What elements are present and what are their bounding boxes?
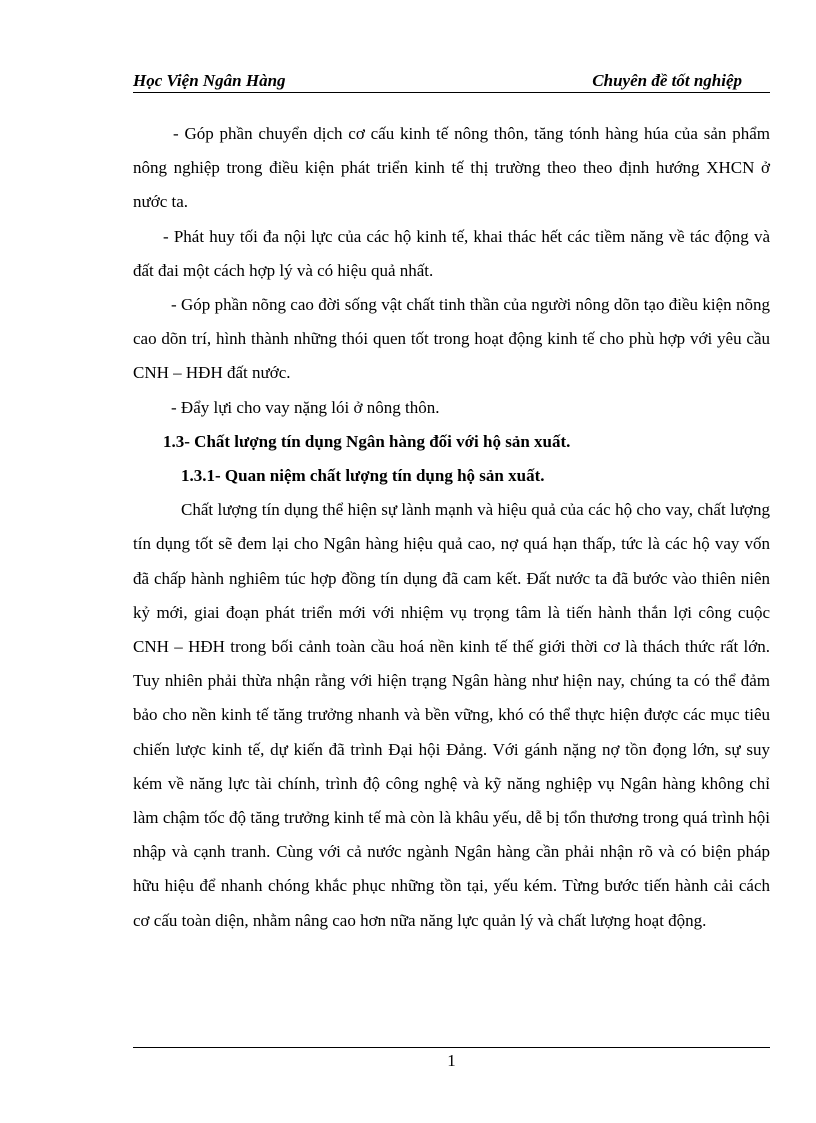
subsection-heading: 1.3.1- Quan niệm chất lượng tín dụng hộ sản xuất. xyxy=(181,466,545,486)
document-body xyxy=(133,117,770,938)
paragraph-internal-resources: - Phát huy tối đa nội lực của các hộ kinh tế, khai thác hết các tiềm năng về tác động và đất đai một cách hợp lý và có hiệu quả nhất. xyxy=(133,226,770,280)
page-number: 1 xyxy=(447,1051,456,1070)
paragraph-usury: - Đẩy lựi cho vay nặng lói ở nông thôn. xyxy=(171,397,440,417)
section-heading: 1.3- Chất lượng tín dụng Ngân hàng đối với hộ sản xuất. xyxy=(163,431,571,451)
page-header xyxy=(133,70,770,93)
footer-divider xyxy=(133,1047,770,1048)
paragraph-living-standards: - Góp phần nõng cao đời sống vật chất tinh thần của người nông dõn tạo điều kiện nõng cao dõn trí, hình thành những thói quen tốt trong hoạt động kinh tế cho phù hợp với yêu cầu CNH – HĐH đất nước. xyxy=(133,295,770,383)
header-document-type: Chuyên đề tốt nghiệp xyxy=(592,71,742,90)
paragraph-credit-quality: Chất lượng tín dụng thể hiện sự lành mạnh và hiệu quả của các hộ cho vay, chất lượng tín dụng tốt sẽ đem lại cho Ngân hàng hiệu quả cao, nợ quá hạn thấp, tức là các hộ vay vốn đã chấp hành nghiêm túc hợp đồng tín dụng đã cam kết. Đất nước ta đã bước vào thiên niên kỷ mới, giai đoạn phát triển mới với nhiệm vụ trọng tâm là tiến hành thắn lợi công cuộc CNH – HĐH trong bối cảnh toàn cầu hoá nền kinh tế thế giới thời cơ là thách thức rất lớn. Tuy nhiên phải thừa nhận rằng với hiện trạng Ngân hàng như hiện nay, chúng ta có thể đảm bảo cho nền kinh tế tăng trưởng nhanh và bền vững, khó có thể thực hiện được các mục tiêu chiến lược kinh tế, dự kiến đã trình Đại hội Đảng. Với gánh nặng nợ tồn đọng lớn, sự suy kém về năng lực tài chính, trình độ công nghệ và kỹ năng nghiệp vụ Ngân hàng không chỉ làm chậm tốc độ tăng trưởng kinh tế mà còn là khâu yếu, dễ bị tổn thương trong quá trình hội nhập và cạnh tranh. Cùng với cả nước ngành Ngân hàng cần phải nhận rõ và có biện pháp hữu hiệu để nhanh chóng khắc phục những tồn tại, yếu kém. Từng bước tiến hành cải cách cơ cấu toàn diện, nhằm nâng cao hơn nữa năng lực quản lý và chất lượng hoạt động. xyxy=(133,500,770,930)
header-institution: Học Viện Ngân Hàng xyxy=(133,71,286,90)
paragraph-rural-restructuring: - Góp phần chuyển dịch cơ cấu kinh tế nông thôn, tăng tónh hàng húa của sản phẩm nông nghiệp trong điều kiện phát triển kinh tế thị trường theo theo định hướng XHCN ở nước ta. xyxy=(133,124,770,212)
